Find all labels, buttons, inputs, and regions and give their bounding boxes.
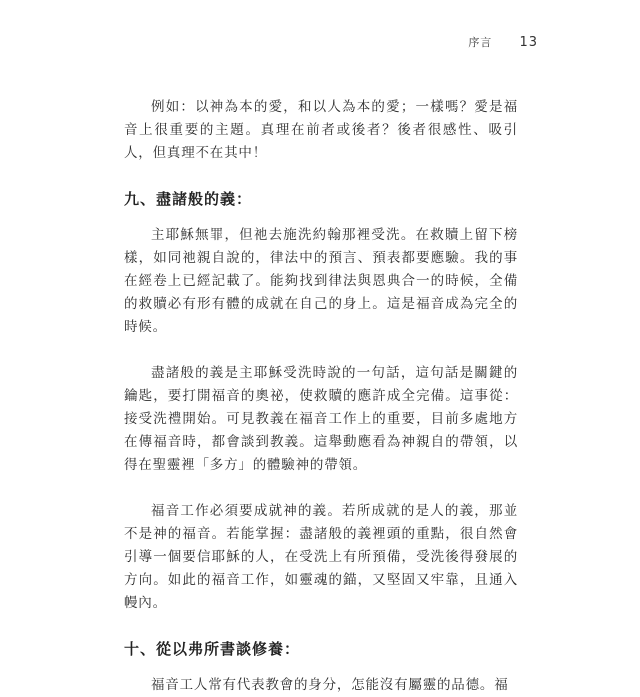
- paragraph-3: 盡諸般的義是主耶穌受洗時說的一句話，這句話是關鍵的鑰匙，要打開福音的奧祕，使救贖的應許成全完備。這事從：接受洗禮開始。可見教義在福音工作上的重要，目前多處地方在傳福音時，都會談到教義。這舉動應看為神親自的帶領，以得在聖靈裡「多方」的體驗神的帶領。: [124, 365, 518, 473]
- section-heading-10: 十、從以弗所書談修養：: [124, 640, 301, 658]
- running-header-section: 序言: [468, 36, 493, 49]
- section-heading-9: 九、盡諸般的義：: [124, 190, 253, 208]
- paragraph-4: 福音工作必須要成就神的義。若所成就的是人的義，那並不是神的福音。若能掌握：盡諸般的義裡頭的重點，很自然會引導一個要信耶穌的人，在受洗上有所預備，受洗後得發展的方向。如此的福音工作，如靈魂的錨，又堅固又牢靠，且通入幔內。: [124, 503, 518, 611]
- page-header: [468, 34, 538, 50]
- page-body: [124, 96, 518, 697]
- paragraph-1: 例如：以神為本的愛，和以人為本的愛；一樣嗎？愛是福音上很重要的主題。真理在前者或後者？後者很感性、吸引人，但真理不在其中！: [124, 99, 518, 161]
- paragraph-5: 福音工人常有代表教會的身分，怎能沒有屬靈的品德。福: [151, 677, 509, 693]
- paragraph-2: 主耶穌無罪，但祂去施洗約翰那裡受洗。在救贖上留下榜樣，如同祂親自說的，律法中的預言、預表都要應驗。我的事在經卷上已經記載了。能夠找到律法與恩典合一的時候，全備的救贖必有形有體的成就在自己的身上。這是福音成為完全的時候。: [124, 227, 518, 335]
- page-number: 13: [519, 35, 538, 50]
